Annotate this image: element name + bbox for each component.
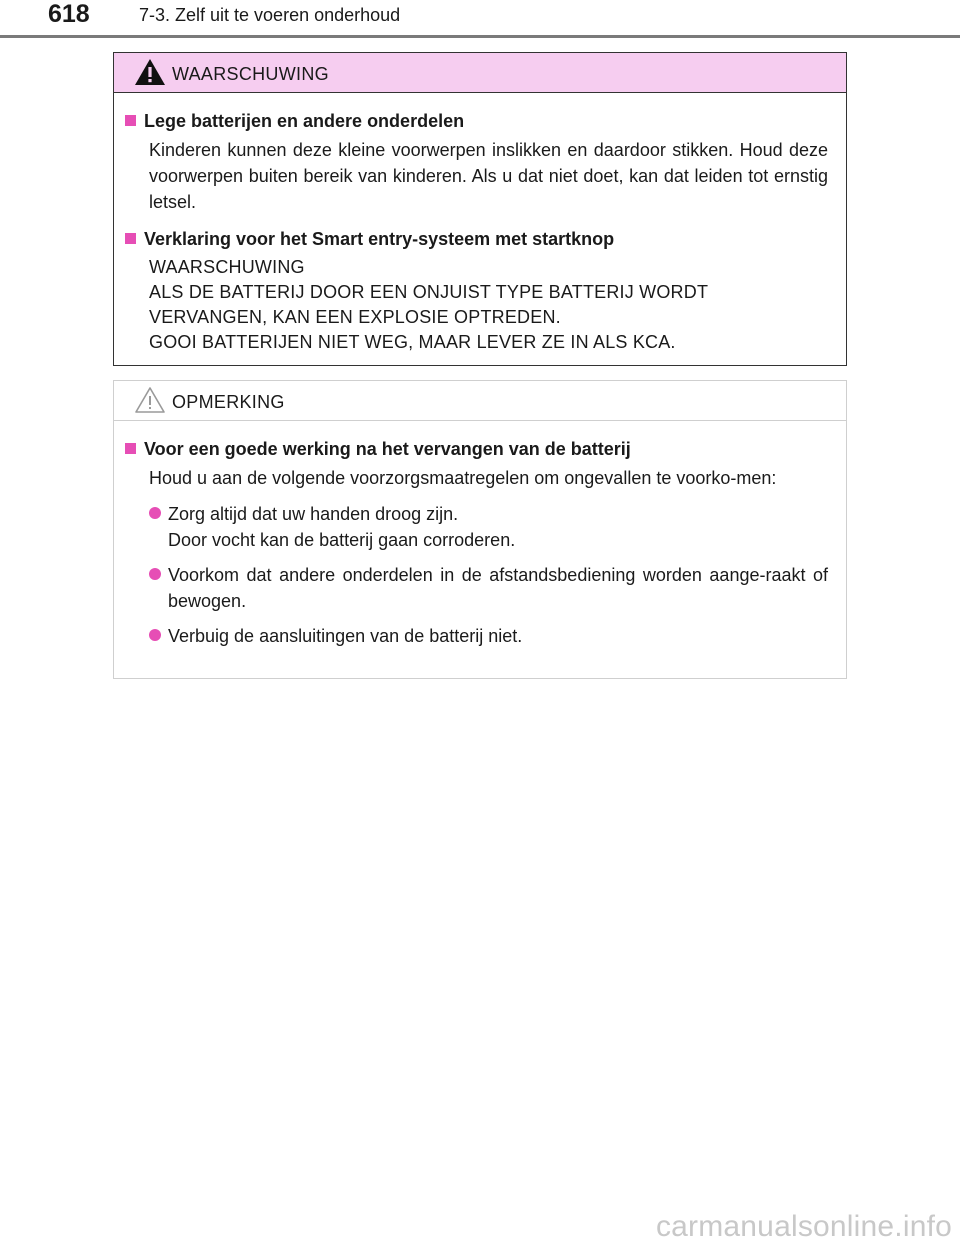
- watermark: carmanualsonline.info: [655, 1210, 952, 1243]
- notice-box-header: [114, 381, 846, 421]
- notice-box-body: [114, 421, 846, 649]
- notice-bullet-item: [149, 623, 828, 649]
- square-bullet-icon: [125, 443, 136, 454]
- warning-triangle-icon: [134, 58, 166, 86]
- round-bullet-icon: [149, 568, 161, 580]
- warning-label: WAARSCHUWING: [172, 64, 329, 84]
- notice-box: [113, 380, 847, 679]
- notice-section-heading: [125, 437, 828, 461]
- round-bullet-icon: [149, 629, 161, 641]
- section-title: 7-3. Zelf uit te voeren onderhoud: [139, 5, 401, 25]
- warning-section-heading: [125, 109, 828, 133]
- page-number: 618: [48, 0, 90, 28]
- warning-heading-text: Lege batterijen en andere onderdelen: [144, 111, 465, 131]
- notice-label: OPMERKING: [172, 392, 285, 412]
- warning-heading-text: Verklaring voor het Smart entry-systeem met startknop: [144, 229, 615, 249]
- warning-section-heading: [125, 227, 828, 251]
- notice-heading-text: Voor een goede werking na het vervangen van de batterij: [144, 439, 631, 459]
- bullet-text: Verbuig de aansluitingen van de batterij niet.: [168, 626, 523, 646]
- notice-intro: Houd u aan de volgende voorzorgsmaatregelen om ongevallen te voorko-men:: [149, 468, 777, 488]
- warning-box-header: [114, 53, 846, 93]
- warning-box-body: [114, 93, 846, 355]
- square-bullet-icon: [125, 233, 136, 244]
- warning-caps-line: WAARSCHUWING: [149, 257, 305, 277]
- notice-bullet-item: [149, 501, 828, 553]
- bullet-text: Door vocht kan de batterij gaan corroderen.: [168, 530, 516, 550]
- caution-outline-triangle-icon: [134, 386, 166, 414]
- notice-bullet-item: [149, 562, 828, 614]
- page-header: [0, 0, 960, 36]
- warning-paragraph: Kinderen kunnen deze kleine voorwerpen inslikken en daardoor stikken. Houd deze voorwerpen buiten bereik van kinderen. Als u dat niet doet, kan dat leiden tot ernstig letsel.: [149, 140, 828, 212]
- bullet-text: Zorg altijd dat uw handen droog zijn.: [168, 504, 459, 524]
- warning-box: [113, 52, 847, 366]
- warning-caps-line: ALS DE BATTERIJ DOOR EEN ONJUIST TYPE BATTERIJ WORDT: [149, 282, 709, 302]
- warning-caps-line: GOOI BATTERIJEN NIET WEG, MAAR LEVER ZE IN ALS KCA.: [149, 332, 676, 352]
- header-rule: [0, 35, 960, 38]
- warning-caps-line: VERVANGEN, KAN EEN EXPLOSIE OPTREDEN.: [149, 307, 561, 327]
- square-bullet-icon: [125, 115, 136, 126]
- bullet-text: Voorkom dat andere onderdelen in de afstandsbediening worden aange-raakt of bewogen.: [168, 565, 828, 611]
- round-bullet-icon: [149, 507, 161, 519]
